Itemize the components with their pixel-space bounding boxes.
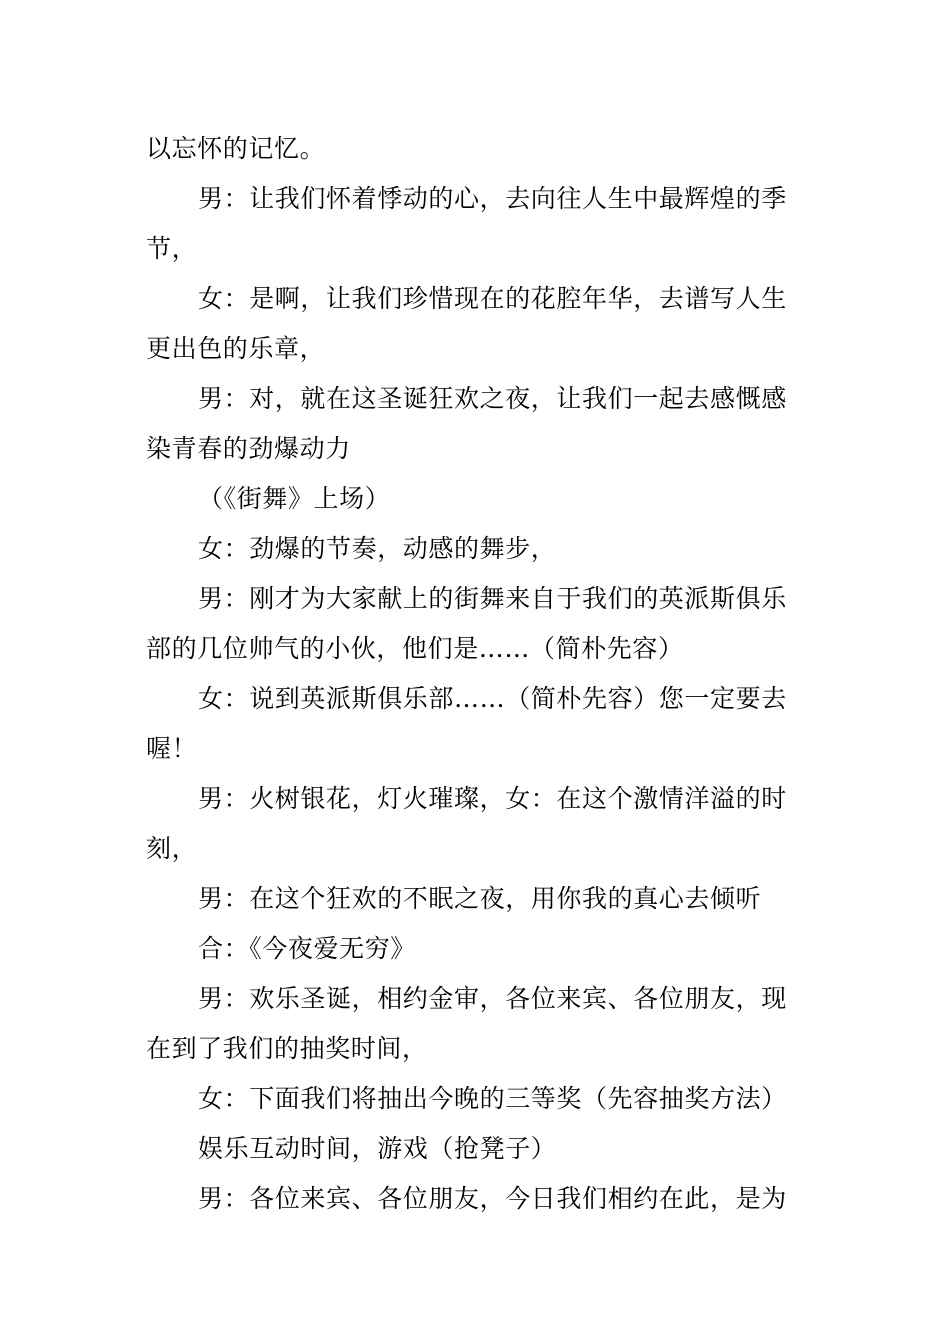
text-line: 更出色的乐章， [146,334,326,363]
text-line: 女：是啊，让我们珍惜现在的花腔年华，去谱写人生 [198,284,787,313]
text-line: 男：各位来宾、各位朋友，今日我们相约在此，是为 [198,1184,787,1213]
text-line: 男：火树银花，灯火璀璨，女：在这个激情洋溢的时 [198,784,787,813]
text-line: 在到了我们的抽奖时间， [146,1034,428,1063]
text-line: 女：说到英派斯俱乐部……（简朴先容）您一定要去 [198,684,787,713]
text-line: 节， [146,234,198,263]
text-line: 男：欢乐圣诞，相约金审，各位来宾、各位朋友，现 [198,984,787,1013]
text-line: 以忘怀的记忆。 [146,134,326,163]
text-line: （《街舞》上场） [198,484,391,513]
text-line: 部的几位帅气的小伙，他们是……（简朴先容） [146,634,684,663]
text-line: 女：劲爆的节奏，动感的舞步， [198,534,557,563]
text-line: 娱乐互动时间，游戏（抢凳子） [198,1134,557,1163]
text-line: 喔！ [146,734,198,763]
text-line: 男：对，就在这圣诞狂欢之夜，让我们一起去感慨感 [198,384,787,413]
text-line: 男：刚才为大家献上的街舞来自于我们的英派斯俱乐 [198,584,787,613]
text-line: 女：下面我们将抽出今晚的三等奖（先容抽奖方法） [198,1084,787,1113]
text-line: 刻， [146,834,198,863]
text-line: 男：让我们怀着悸动的心，去向往人生中最辉煌的季 [198,184,787,213]
text-line: 合：《今夜爱无穷》 [198,934,416,963]
text-line: 男：在这个狂欢的不眠之夜，用你我的真心去倾听 [198,884,762,913]
text-line: 染青春的劲爆动力 [146,434,351,463]
